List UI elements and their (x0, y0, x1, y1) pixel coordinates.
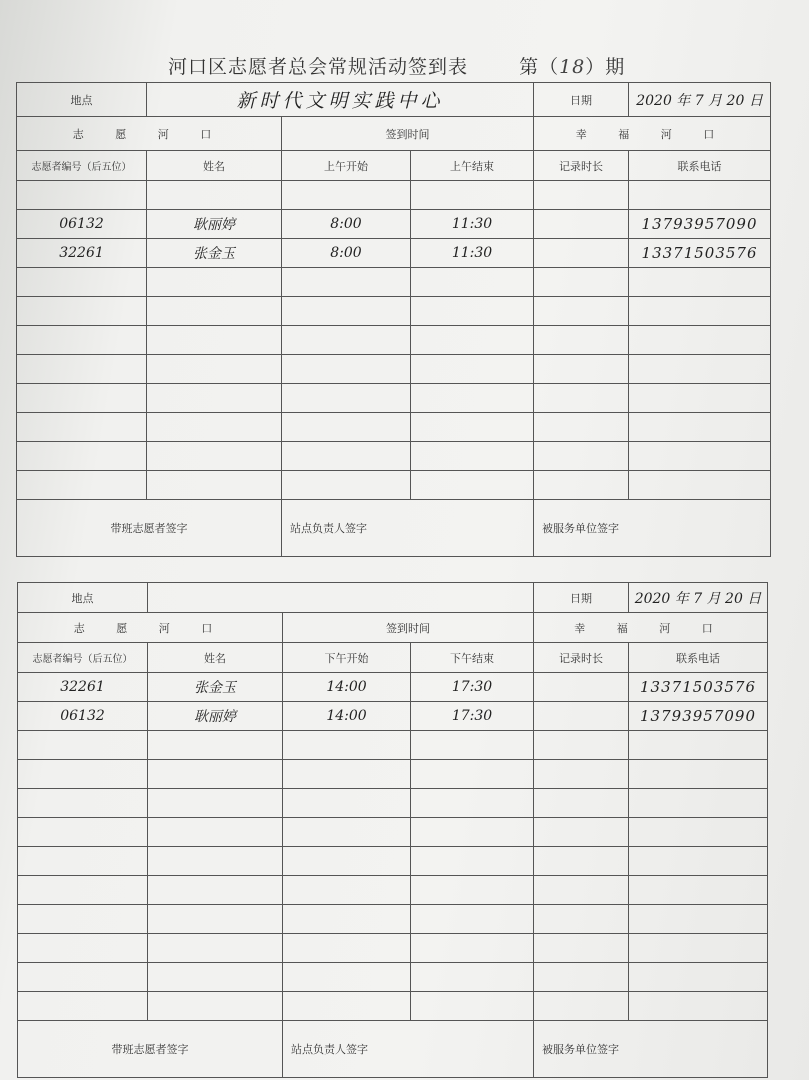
volunteer-id-cell[interactable] (17, 442, 147, 471)
name-cell[interactable] (147, 268, 282, 297)
volunteer-id-cell[interactable] (18, 760, 148, 789)
volunteer-id-cell[interactable] (18, 818, 148, 847)
duration-cell[interactable] (534, 818, 629, 847)
start-time-cell[interactable] (282, 471, 411, 500)
end-time-cell[interactable] (411, 992, 534, 1021)
volunteer-id-cell[interactable] (18, 905, 148, 934)
name-cell[interactable] (148, 905, 283, 934)
volunteer-id-cell[interactable] (17, 355, 147, 384)
col-pm-start: 下午开始 (283, 643, 411, 673)
volunteer-id-cell[interactable] (18, 876, 148, 905)
end-time-cell[interactable] (411, 442, 534, 471)
happy-org-label: 幸 福 河 口 (534, 117, 771, 151)
volunteer-id-cell[interactable]: 06132 (18, 702, 148, 731)
end-time-cell[interactable] (411, 731, 534, 760)
col-name: 姓名 (147, 151, 282, 181)
table-row (17, 384, 771, 413)
served-unit-signature[interactable]: 被服务单位签字 (534, 500, 771, 557)
name-cell[interactable]: 张金玉 (147, 239, 282, 268)
start-time-cell[interactable] (283, 992, 411, 1021)
volunteer-id-cell[interactable] (17, 268, 147, 297)
signin-time-label: 签到时间 (282, 117, 534, 151)
table-row (17, 210, 771, 239)
name-cell[interactable] (147, 355, 282, 384)
name-cell[interactable] (147, 413, 282, 442)
duration-cell[interactable] (534, 239, 629, 268)
duration-cell[interactable] (534, 905, 629, 934)
duration-cell[interactable] (534, 210, 629, 239)
volunteer-id-cell[interactable] (17, 471, 147, 500)
start-time-cell[interactable] (283, 876, 411, 905)
form-title (168, 52, 625, 79)
volunteer-id-cell[interactable] (18, 789, 148, 818)
shift-volunteer-signature[interactable]: 带班志愿者签字 (17, 500, 282, 557)
volunteer-id-cell[interactable] (17, 326, 147, 355)
name-cell[interactable] (148, 847, 283, 876)
volunteer-id-cell[interactable] (17, 413, 147, 442)
signin-time-label-bottom: 签到时间 (283, 613, 534, 643)
column-header-row (17, 151, 771, 181)
title-text: 河口区志愿者总会常规活动签到表 (168, 56, 469, 78)
date-label: 日期 (534, 83, 629, 117)
end-time-cell[interactable] (411, 905, 534, 934)
issue-number-label (519, 56, 625, 78)
table-row (18, 818, 768, 847)
volunteer-id-cell[interactable] (17, 181, 147, 210)
col-phone: 联系电话 (629, 151, 771, 181)
start-time-cell[interactable] (282, 384, 411, 413)
end-time-cell[interactable] (411, 355, 534, 384)
phone-cell[interactable] (629, 413, 771, 442)
volunteer-id-cell[interactable]: 32261 (17, 239, 147, 268)
table-row (18, 905, 768, 934)
col-am-start: 上午开始 (282, 151, 411, 181)
table-row (17, 413, 771, 442)
volunteer-id-cell[interactable] (17, 297, 147, 326)
table-row (18, 702, 768, 731)
duration-cell[interactable] (534, 934, 629, 963)
duration-cell[interactable] (534, 789, 629, 818)
table-row (18, 876, 768, 905)
duration-cell[interactable] (534, 442, 629, 471)
phone-cell[interactable] (629, 963, 768, 992)
phone-cell[interactable] (629, 760, 768, 789)
col-pm-end: 下午结束 (411, 643, 534, 673)
phone-cell[interactable] (629, 297, 771, 326)
issue-suffix: ）期 (585, 56, 626, 78)
table-row (18, 673, 768, 702)
end-time-cell[interactable]: 11:30 (411, 239, 534, 268)
table-row (17, 239, 771, 268)
name-cell[interactable] (147, 297, 282, 326)
end-time-cell[interactable]: 11:30 (411, 210, 534, 239)
table-row (18, 992, 768, 1021)
table-row (17, 181, 771, 210)
afternoon-signin-table (17, 582, 768, 1078)
start-time-cell[interactable]: 8:00 (282, 239, 411, 268)
table-row (17, 471, 771, 500)
phone-cell[interactable] (629, 789, 768, 818)
phone-cell[interactable] (629, 471, 771, 500)
duration-cell[interactable] (534, 471, 629, 500)
volunteer-id-cell[interactable] (18, 963, 148, 992)
duration-cell[interactable] (534, 181, 629, 210)
location-value[interactable]: 新时代文明实践中心 (147, 83, 534, 117)
start-time-cell[interactable]: 14:00 (283, 673, 411, 702)
volunteer-org-label-bottom: 志 愿 河 口 (18, 613, 283, 643)
location-label-bottom: 地点 (18, 583, 148, 613)
table-row (18, 789, 768, 818)
name-cell[interactable] (147, 326, 282, 355)
date-label-bottom: 日期 (534, 583, 629, 613)
end-time-cell[interactable]: 17:30 (411, 673, 534, 702)
col-duration: 记录时长 (534, 151, 629, 181)
col-am-end: 上午结束 (411, 151, 534, 181)
signature-row-bottom (18, 1021, 768, 1078)
phone-cell[interactable] (629, 442, 771, 471)
end-time-cell[interactable] (411, 297, 534, 326)
name-cell[interactable]: 张金玉 (148, 673, 283, 702)
volunteer-id-cell[interactable] (18, 731, 148, 760)
happy-org-label-bottom: 幸 福 河 口 (534, 613, 768, 643)
name-cell[interactable] (147, 442, 282, 471)
name-cell[interactable] (148, 876, 283, 905)
start-time-cell[interactable] (282, 413, 411, 442)
duration-cell[interactable] (534, 297, 629, 326)
phone-cell[interactable] (629, 876, 768, 905)
end-time-cell[interactable]: 17:30 (411, 702, 534, 731)
col-duration-bottom: 记录时长 (534, 643, 629, 673)
start-time-cell[interactable] (283, 760, 411, 789)
end-time-cell[interactable] (411, 789, 534, 818)
end-time-cell[interactable] (411, 818, 534, 847)
duration-cell[interactable] (534, 992, 629, 1021)
phone-cell[interactable] (629, 992, 768, 1021)
start-time-cell[interactable]: 8:00 (282, 210, 411, 239)
start-time-cell[interactable] (283, 847, 411, 876)
col-volunteer-id: 志愿者编号（后五位） (17, 151, 147, 181)
col-name-bottom: 姓名 (148, 643, 283, 673)
end-time-cell[interactable] (411, 181, 534, 210)
volunteer-id-cell[interactable] (18, 934, 148, 963)
column-header-row-bottom (18, 643, 768, 673)
duration-cell[interactable] (534, 384, 629, 413)
duration-cell[interactable] (534, 326, 629, 355)
location-label: 地点 (17, 83, 147, 117)
name-cell[interactable] (148, 934, 283, 963)
end-time-cell[interactable] (411, 413, 534, 442)
phone-cell[interactable]: 13371503576 (629, 239, 771, 268)
duration-cell[interactable] (534, 413, 629, 442)
station-head-signature[interactable]: 站点负责人签字 (282, 500, 534, 557)
phone-cell[interactable]: 13793957090 (629, 702, 768, 731)
phone-cell[interactable] (629, 326, 771, 355)
phone-cell[interactable] (629, 181, 771, 210)
duration-cell[interactable] (534, 876, 629, 905)
phone-cell[interactable] (629, 818, 768, 847)
shift-volunteer-signature-bottom[interactable]: 带班志愿者签字 (18, 1021, 283, 1078)
start-time-cell[interactable] (282, 181, 411, 210)
duration-cell[interactable] (534, 268, 629, 297)
name-cell[interactable] (147, 471, 282, 500)
table-row (17, 355, 771, 384)
duration-cell[interactable] (534, 355, 629, 384)
duration-cell[interactable] (534, 673, 629, 702)
end-time-cell[interactable] (411, 326, 534, 355)
table-row (17, 442, 771, 471)
morning-signin-table (16, 82, 771, 557)
name-cell[interactable]: 耿丽婷 (148, 702, 283, 731)
end-time-cell[interactable] (411, 847, 534, 876)
start-time-cell[interactable] (282, 355, 411, 384)
duration-cell[interactable] (534, 731, 629, 760)
start-time-cell[interactable] (283, 934, 411, 963)
phone-cell[interactable] (629, 268, 771, 297)
table-row (18, 934, 768, 963)
phone-cell[interactable] (629, 905, 768, 934)
phone-cell[interactable] (629, 355, 771, 384)
volunteer-id-cell[interactable] (17, 384, 147, 413)
name-cell[interactable] (147, 181, 282, 210)
end-time-cell[interactable] (411, 963, 534, 992)
duration-cell[interactable] (534, 702, 629, 731)
table-row (17, 326, 771, 355)
col-phone-bottom: 联系电话 (629, 643, 768, 673)
table-row (18, 760, 768, 789)
duration-cell[interactable] (534, 847, 629, 876)
station-head-signature-bottom[interactable]: 站点负责人签字 (283, 1021, 534, 1078)
volunteer-id-cell[interactable] (18, 992, 148, 1021)
name-cell[interactable] (148, 818, 283, 847)
start-time-cell[interactable] (283, 789, 411, 818)
table-row (17, 297, 771, 326)
end-time-cell[interactable] (411, 384, 534, 413)
phone-cell[interactable] (629, 384, 771, 413)
name-cell[interactable] (148, 760, 283, 789)
table-row (18, 847, 768, 876)
table-row (18, 731, 768, 760)
phone-cell[interactable]: 13793957090 (629, 210, 771, 239)
end-time-cell[interactable] (411, 268, 534, 297)
end-time-cell[interactable] (411, 876, 534, 905)
served-unit-signature-bottom[interactable]: 被服务单位签字 (534, 1021, 768, 1078)
start-time-cell[interactable] (282, 268, 411, 297)
signature-row (17, 500, 771, 557)
date-value-bottom[interactable]: 2020 年 7 月 20 日 (629, 583, 768, 613)
location-value-bottom[interactable] (148, 583, 534, 613)
start-time-cell[interactable] (283, 731, 411, 760)
name-cell[interactable] (148, 731, 283, 760)
phone-cell[interactable] (629, 731, 768, 760)
name-cell[interactable] (148, 963, 283, 992)
end-time-cell[interactable] (411, 760, 534, 789)
end-time-cell[interactable] (411, 934, 534, 963)
col-volunteer-id-bottom: 志愿者编号（后五位） (18, 643, 148, 673)
volunteer-id-cell[interactable]: 06132 (17, 210, 147, 239)
start-time-cell[interactable] (282, 442, 411, 471)
volunteer-org-label: 志 愿 河 口 (17, 117, 282, 151)
name-cell[interactable] (148, 789, 283, 818)
start-time-cell[interactable] (283, 905, 411, 934)
name-cell[interactable]: 耿丽婷 (147, 210, 282, 239)
start-time-cell[interactable]: 14:00 (283, 702, 411, 731)
volunteer-id-cell[interactable] (18, 847, 148, 876)
end-time-cell[interactable] (411, 471, 534, 500)
name-cell[interactable] (148, 992, 283, 1021)
duration-cell[interactable] (534, 963, 629, 992)
start-time-cell[interactable] (282, 297, 411, 326)
issue-prefix: 第（ (519, 56, 560, 78)
phone-cell[interactable] (629, 847, 768, 876)
start-time-cell[interactable] (283, 963, 411, 992)
volunteer-id-cell[interactable]: 32261 (18, 673, 148, 702)
table-row (18, 963, 768, 992)
phone-cell[interactable]: 13371503576 (629, 673, 768, 702)
name-cell[interactable] (147, 384, 282, 413)
date-value[interactable]: 2020 年 7 月 20 日 (629, 83, 771, 117)
issue-number: 18 (559, 56, 586, 78)
table-row (17, 268, 771, 297)
start-time-cell[interactable] (283, 818, 411, 847)
phone-cell[interactable] (629, 934, 768, 963)
start-time-cell[interactable] (282, 326, 411, 355)
duration-cell[interactable] (534, 760, 629, 789)
